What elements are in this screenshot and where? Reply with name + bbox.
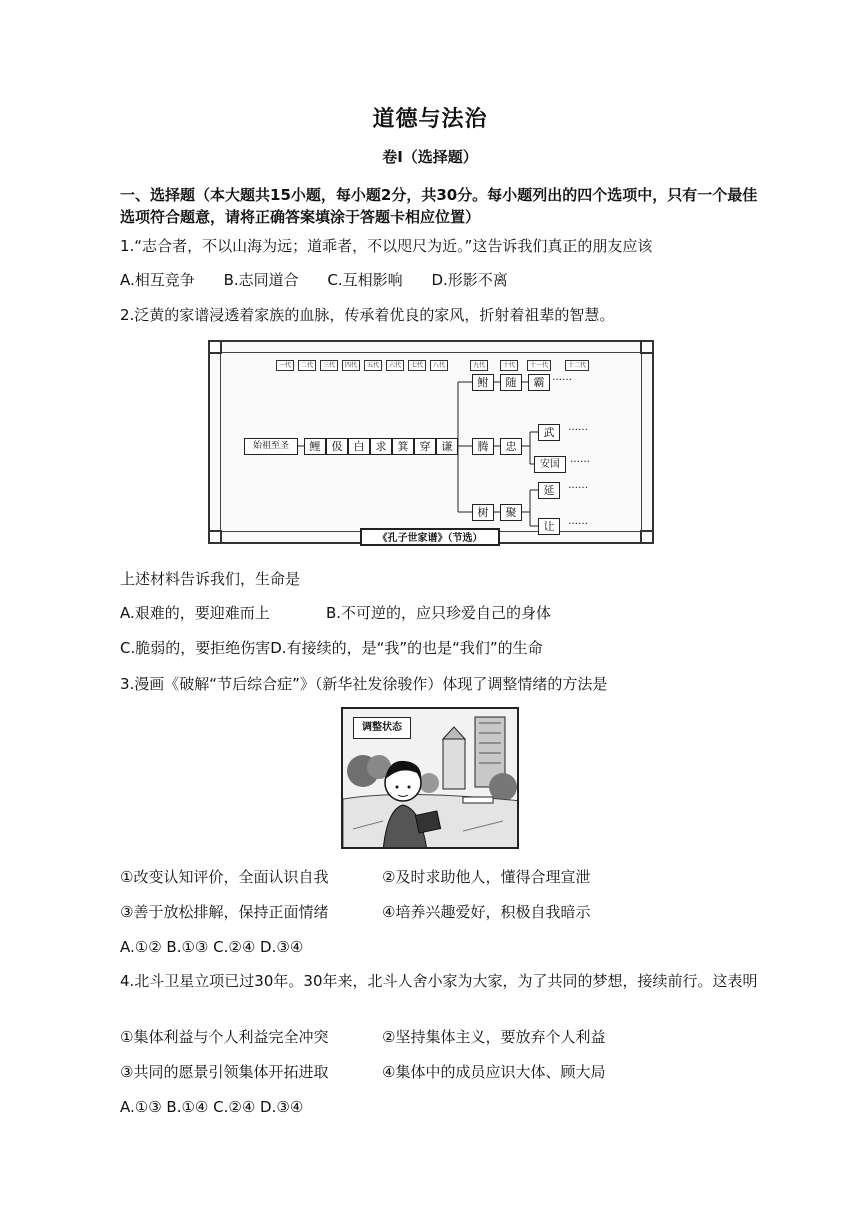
continuation-dots: …… — [568, 422, 588, 433]
q3-item-3: ③善于放松排解，保持正面情绪 — [120, 903, 329, 921]
q1-option-a: A.相互竞争 — [120, 271, 195, 289]
tree-node-founder: 始祖至圣 — [244, 438, 298, 455]
generation-label: 三代 — [320, 360, 338, 371]
q1-option-b: B.志同道合 — [223, 271, 299, 289]
tree-node: 聚 — [500, 504, 522, 521]
tree-node: 白 — [348, 438, 370, 455]
q1-option-d: D.形影不离 — [431, 271, 508, 289]
tree-node: 武 — [538, 424, 560, 441]
family-tree-figure — [208, 340, 654, 544]
comic-title: 调整状态 — [353, 717, 411, 739]
continuation-dots: …… — [568, 480, 588, 491]
tree-node: 腾 — [472, 438, 494, 455]
q3-options: A.①② B.①③ C.②④ D.③④ — [120, 938, 304, 956]
q2-options-row1 — [120, 602, 760, 624]
q2-prompt: 上述材料告诉我们，生命是 — [120, 570, 301, 588]
q4-stem: 4.北斗卫星立项已过30年。30年来，北斗人舍小家为大家，为了共同的梦想，接续前行。这表明 — [120, 972, 758, 990]
q2-option-d: D.有接续的，是“我”的也是“我们”的生命 — [270, 639, 543, 657]
q2-option-c: C.脆弱的，要拒绝伤害 — [120, 639, 271, 657]
tree-node: 箕 — [392, 438, 414, 455]
generation-label: 四代 — [342, 360, 360, 371]
q2-option-b: B.不可逆的，应只珍爱自己的身体 — [326, 604, 552, 622]
q3-item-4: ④培养兴趣爱好，积极自我暗示 — [382, 903, 591, 921]
q4-item-2: ②坚持集体主义，要放弃个人利益 — [382, 1028, 606, 1046]
generation-label: 十二代 — [565, 360, 589, 371]
continuation-dots: …… — [568, 516, 588, 527]
tree-node: 伋 — [326, 438, 348, 455]
tree-node: 树 — [472, 504, 494, 521]
tree-node: 求 — [370, 438, 392, 455]
q4-options: A.①③ B.①④ C.②④ D.③④ — [120, 1098, 304, 1116]
tree-node: 谦 — [436, 438, 458, 455]
q4-item-4: ④集体中的成员应识大体、顾大局 — [382, 1063, 606, 1081]
comic-figure — [341, 707, 519, 849]
tree-node: 鲤 — [304, 438, 326, 455]
q3-item-1: ①改变认知评价，全面认识自我 — [120, 868, 329, 886]
continuation-dots: …… — [552, 372, 572, 383]
q4-item-1: ①集体利益与个人利益完全冲突 — [120, 1028, 329, 1046]
q1-options — [120, 269, 760, 291]
generation-label: 九代 — [470, 360, 488, 371]
q2-stem: 2.泛黄的家谱浸透着家族的血脉，传承着优良的家风，折射着祖辈的智慧。 — [120, 306, 615, 324]
page-title: 道德与法治 — [372, 107, 488, 132]
tree-node: 延 — [538, 482, 560, 499]
tree-node: 霸 — [528, 374, 550, 391]
tree-node: 随 — [500, 374, 522, 391]
q3-items-row2 — [120, 901, 760, 923]
tree-node: 让 — [538, 518, 560, 535]
generation-label: 十一代 — [527, 360, 551, 371]
q1-stem: 1.“志合者，不以山海为远；道乖者，不以咫尺为近。”这告诉我们真正的朋友应该 — [120, 237, 653, 255]
generation-label: 二代 — [298, 360, 316, 371]
q3-stem: 3.漫画《破解“节后综合症”》（新华社发徐骏作）体现了调整情绪的方法是 — [120, 675, 608, 693]
section-heading: 一、选择题（本大题共15小题，每小题2分，共30分。每小题列出的四个选项中，只有一个最佳选项符合题意，请将正确答案填涂于答题卡相应位置） — [120, 186, 758, 226]
q4-items-row2 — [120, 1061, 760, 1083]
generation-label: 七代 — [408, 360, 426, 371]
q1-option-c: C.互相影响 — [327, 271, 403, 289]
generation-label: 一代 — [276, 360, 294, 371]
tree-node: 鲋 — [472, 374, 494, 391]
q4-item-3: ③共同的愿景引领集体开拓进取 — [120, 1063, 329, 1081]
paper-subtitle: 卷Ⅰ（选择题） — [382, 148, 478, 166]
generation-label: 五代 — [364, 360, 382, 371]
tree-node: 忠 — [500, 438, 522, 455]
figure-caption: 《孔子世家谱》（节选） — [360, 528, 500, 546]
generation-label: 六代 — [386, 360, 404, 371]
generation-label: 十代 — [500, 360, 518, 371]
tree-node: 安国 — [534, 456, 566, 473]
tree-node: 穿 — [414, 438, 436, 455]
q2-options-row2 — [120, 637, 760, 659]
q3-item-2: ②及时求助他人，懂得合理宣泄 — [382, 868, 591, 886]
q2-option-a: A.艰难的，要迎难而上 — [120, 604, 270, 622]
q3-items-row1 — [120, 866, 760, 888]
q4-items-row1 — [120, 1026, 760, 1048]
generation-label: 八代 — [430, 360, 448, 371]
continuation-dots: …… — [570, 454, 590, 465]
